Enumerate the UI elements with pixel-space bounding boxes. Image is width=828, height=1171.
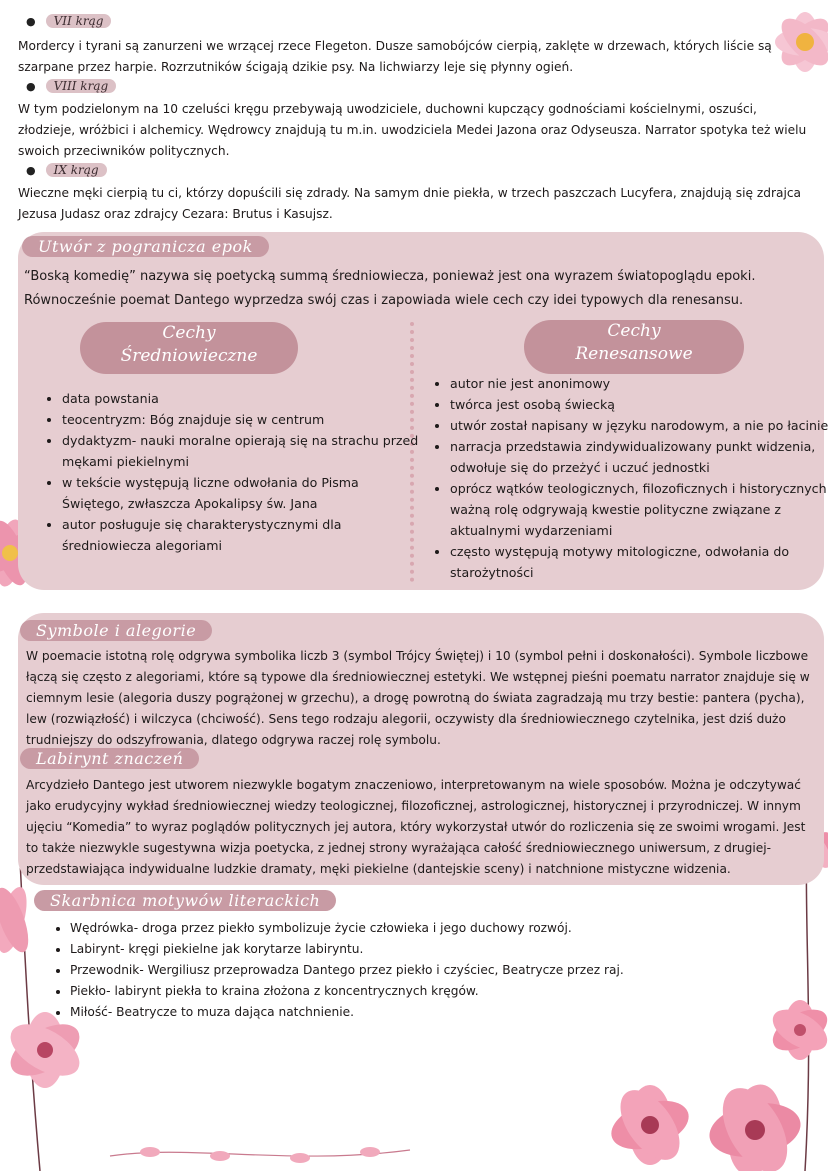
list-item: • Przewodnik- Wergiliusz przeprowadza Dantego przez piekło i czyściec, Beatrycze przez raj.	[70, 960, 770, 981]
renaissance-label-line1: Cechy	[607, 321, 661, 341]
circle-8-label: VIII krąg	[46, 79, 117, 93]
bullet-icon: ●	[26, 14, 36, 28]
motifs-list	[52, 918, 770, 1023]
list-item: • często występują motywy mitologiczne, odwołania do starożytności	[450, 541, 828, 583]
circle-9-header	[26, 163, 107, 177]
symbols-text: W poemacie istotną rolę odgrywa symbolika liczb 3 (symbol Trójcy Świętej) i 10 (symbol pełni i doskonałości). Symbole liczbowe łączą się często z alegoriami, które są typowe dla średniowiecznej estetyki. We wstępnej pieśni poematu narrator znajduje się w ciemnym lesie (alegoria duszy pogrążonej w grzechu), a drogę powrotną do świata zagradzają mu trzy bestie: pantera (pycha), lew (rozwiązłość) i wilczyca (chciwość). Sens tego rodzaju alegorii, oczywisty dla średniowiecznego czytelnika, jest dziś dużo trudniejszy do odszyfrowania, dlatego odgrywa raczej rolę symbolu.	[26, 649, 810, 747]
list-item: • Labirynt- kręgi piekielne jak korytarze labiryntu.	[70, 939, 770, 960]
list-item: • w tekście występują liczne odwołania do Pisma Świętego, zwłaszcza Apokalipsy św. Jana	[62, 472, 422, 514]
circle-9-label: IX krąg	[46, 163, 107, 177]
renaissance-label-line2: Renesansowe	[575, 344, 693, 364]
list-item: • twórca jest osobą świecką	[450, 394, 828, 415]
list-item: • autor nie jest anonimowy	[450, 373, 828, 394]
bullet-icon: ●	[26, 79, 36, 93]
labyrinth-title: Labirynt znaczeń	[20, 748, 199, 769]
circle-7-text: Mordercy i tyrani są zanurzeni we wrzącej rzece Flegeton. Dusze samobójców cierpią, zaklęte w drzewach, których liście są szarpane przez harpie. Rozrzutników ścigają dzikie psy. Na lichwiarzy leje się płynny ogień.	[18, 39, 772, 74]
list-item: • Wędrówka- droga przez piekło symbolizuje życie człowieka i jego duchowy rozwój.	[70, 918, 770, 939]
list-item: • data powstania	[62, 388, 422, 409]
medieval-label-line2: Średniowieczne	[120, 346, 258, 366]
epoch-intro: “Boską komedię” nazywa się poetycką summą średniowiecza, ponieważ jest ona wyrazem światopoglądu epoki. Równocześnie poemat Dantego wyprzedza swój czas i zapowiada wiele cech czy idei typowych dla renesansu.	[24, 269, 756, 308]
symbols-title: Symbole i alegorie	[20, 620, 212, 641]
renaissance-features-list	[432, 373, 828, 583]
list-item: • narracja przedstawia zindywidualizowany punkt widzenia, odwołuje się do przeżyć i uczuć jednostki	[450, 436, 828, 478]
circle-8-header	[26, 79, 116, 93]
labyrinth-text: Arcydzieło Dantego jest utworem niezwykle bogatym znaczeniowo, interpretowanym na wiele sposobów. Można je odczytywać jako erudycyjny wykład średniowiecznej wiedzy teologicznej, filozoficznej, astrologicznej, historycznej i przyrodniczej. W innym ujęciu “Komedia” to wyraz poglądów politycznych jej autora, który wykorzystał utwór do rozliczenia się ze swoimi wrogami. Jest to także niezwykle sugestywna wizja poetycka, z jednej strony wyrażająca całość średniowiecznego uniwersum, z drugiej- przedstawiająca indywidualne ludzkie dramaty, męki piekielne (dantejskie sceny) i natchnione mistyczne widzenia.	[26, 778, 806, 876]
list-item: • oprócz wątków teologicznych, filozoficznych i historycznych ważną rolę odgrywają kwestie polityczne związane z aktualnymi wydarzeniami	[450, 478, 828, 541]
epoch-title: Utwór z pogranicza epok	[22, 236, 269, 257]
flower-bottom-strip-icon	[110, 1136, 410, 1171]
medieval-features-label	[80, 322, 298, 374]
list-item: • utwór został napisany w języku narodowym, a nie po łacinie	[450, 415, 828, 436]
circle-7-label: VII krąg	[46, 14, 112, 28]
list-item: • autor posługuje się charakterystycznymi dla średniowiecza alegoriami	[62, 514, 422, 556]
bullet-icon: ●	[26, 163, 36, 177]
motifs-title: Skarbnica motywów literackich	[34, 890, 336, 911]
circle-8-text: W tym podzielonym na 10 czeluści kręgu przebywają uwodziciele, duchowni kupczący godnościami kościelnymi, oszuści, złodzieje, wróżbici i alchemicy. Wędrowcy znajdują tu m.in. uwodziciela Medei Jazona oraz Odyseusza. Narrator spotyka też wielu swoich przeciwników politycznych.	[18, 102, 807, 158]
flower-bottom-right-icon	[590, 1040, 828, 1171]
circle-7-header	[26, 14, 111, 28]
list-item: • dydaktyzm- nauki moralne opierają się na strachu przed mękami piekielnymi	[62, 430, 422, 472]
list-item: • teocentryzm: Bóg znajduje się w centrum	[62, 409, 422, 430]
list-item: • Piekło- labirynt piekła to kraina złożona z koncentrycznych kręgów.	[70, 981, 770, 1002]
medieval-features-list	[44, 388, 422, 556]
list-item: • Miłość- Beatrycze to muza dająca natchnienie.	[70, 1002, 770, 1023]
medieval-label-line1: Cechy	[162, 323, 216, 343]
circle-9-text: Wieczne męki cierpią tu ci, którzy dopuścili się zdrady. Na samym dnie piekła, w trzech paszczach Lucyfera, znajdują się zdrajca Jezusa Judasz oraz zdrajcy Cezara: Brutus i Kasujsz.	[18, 186, 802, 221]
renaissance-features-label	[524, 320, 744, 374]
